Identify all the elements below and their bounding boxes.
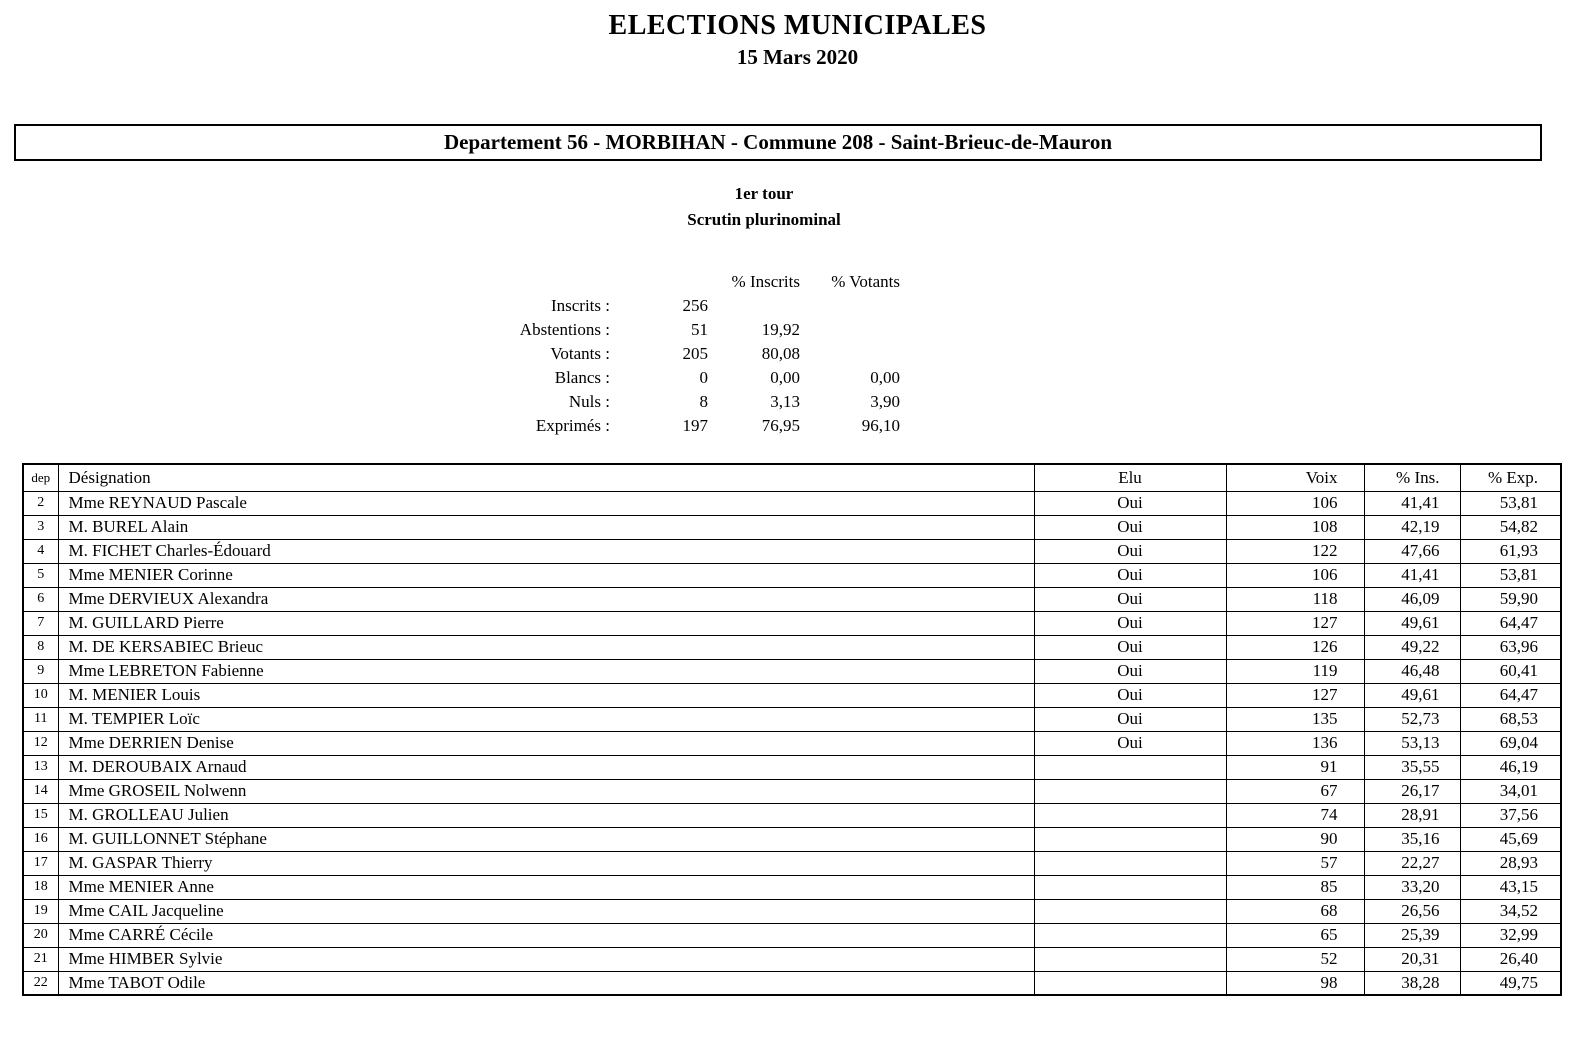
- pct-ins-cell: 26,17: [1364, 779, 1460, 803]
- header-voix: Voix: [1226, 464, 1364, 491]
- dep-cell: 9: [23, 659, 58, 683]
- pct-ins-cell: 26,56: [1364, 899, 1460, 923]
- stats-tbody: [0, 294, 900, 438]
- pct-exp-cell: 49,75: [1460, 971, 1561, 995]
- voix-cell: 122: [1226, 539, 1364, 563]
- elu-cell: Oui: [1034, 491, 1226, 515]
- dep-cell: 6: [23, 587, 58, 611]
- table-row: [23, 755, 1561, 779]
- pct-exp-cell: 46,19: [1460, 755, 1561, 779]
- elu-cell: [1034, 755, 1226, 779]
- elu-cell: [1034, 875, 1226, 899]
- table-row: [23, 587, 1561, 611]
- department-commune-banner: Departement 56 - MORBIHAN - Commune 208 - Saint-Brieuc-de-Mauron: [14, 124, 1542, 161]
- table-row: [23, 683, 1561, 707]
- pct-ins-cell: 41,41: [1364, 563, 1460, 587]
- elu-cell: Oui: [1034, 731, 1226, 755]
- stat-pct-votants: 96,10: [861, 416, 900, 435]
- results-header-row: [23, 464, 1561, 491]
- elu-cell: Oui: [1034, 611, 1226, 635]
- elu-cell: Oui: [1034, 683, 1226, 707]
- pct-exp-cell: 34,52: [1460, 899, 1561, 923]
- elu-cell: Oui: [1034, 515, 1226, 539]
- designation-cell: M. GASPAR Thierry: [58, 851, 1034, 875]
- table-row: [23, 515, 1561, 539]
- header-pct-exp: % Exp.: [1460, 464, 1561, 491]
- stat-label: Inscrits :: [550, 296, 610, 315]
- elu-cell: [1034, 947, 1226, 971]
- stats-row: [0, 414, 900, 438]
- page-title: ELECTIONS MUNICIPALES: [608, 10, 987, 41]
- ballot-type-label: Scrutin plurinominal: [687, 210, 841, 229]
- pct-exp-cell: 68,53: [1460, 707, 1561, 731]
- election-date: 15 Mars 2020: [736, 45, 859, 69]
- voix-cell: 57: [1226, 851, 1364, 875]
- dep-cell: 11: [23, 707, 58, 731]
- elu-cell: [1034, 851, 1226, 875]
- elu-cell: [1034, 899, 1226, 923]
- elu-cell: Oui: [1034, 659, 1226, 683]
- voix-cell: 90: [1226, 827, 1364, 851]
- voix-cell: 119: [1226, 659, 1364, 683]
- stat-pct-inscrits: 80,08: [761, 344, 800, 363]
- header-pct-ins: % Ins.: [1364, 464, 1460, 491]
- dep-cell: 20: [23, 923, 58, 947]
- table-row: [23, 971, 1561, 995]
- table-row: [23, 923, 1561, 947]
- designation-cell: M. GUILLARD Pierre: [58, 611, 1034, 635]
- stat-value: 8: [699, 392, 708, 411]
- stat-pct-votants: [800, 342, 900, 366]
- dep-cell: 18: [23, 875, 58, 899]
- pct-exp-cell: 45,69: [1460, 827, 1561, 851]
- stat-pct-inscrits: 19,92: [761, 320, 800, 339]
- voix-cell: 67: [1226, 779, 1364, 803]
- pct-exp-cell: 53,81: [1460, 491, 1561, 515]
- stats-header-row: [0, 270, 900, 294]
- designation-cell: M. DE KERSABIEC Brieuc: [58, 635, 1034, 659]
- stat-pct-inscrits: 76,95: [761, 416, 800, 435]
- pct-ins-cell: 49,61: [1364, 611, 1460, 635]
- stats-row: [0, 318, 900, 342]
- table-row: [23, 659, 1561, 683]
- pct-ins-cell: 33,20: [1364, 875, 1460, 899]
- pct-ins-cell: 42,19: [1364, 515, 1460, 539]
- voix-cell: 108: [1226, 515, 1364, 539]
- stat-label: Votants :: [550, 344, 610, 363]
- designation-cell: Mme LEBRETON Fabienne: [58, 659, 1034, 683]
- designation-cell: Mme MENIER Anne: [58, 875, 1034, 899]
- elu-cell: Oui: [1034, 539, 1226, 563]
- designation-cell: M. MENIER Louis: [58, 683, 1034, 707]
- voix-cell: 68: [1226, 899, 1364, 923]
- table-row: [23, 731, 1561, 755]
- pct-exp-cell: 59,90: [1460, 587, 1561, 611]
- dep-cell: 3: [23, 515, 58, 539]
- designation-cell: M. FICHET Charles-Édouard: [58, 539, 1034, 563]
- designation-cell: Mme TABOT Odile: [58, 971, 1034, 995]
- pct-ins-cell: 25,39: [1364, 923, 1460, 947]
- designation-cell: Mme DERVIEUX Alexandra: [58, 587, 1034, 611]
- pct-exp-cell: 43,15: [1460, 875, 1561, 899]
- elu-cell: Oui: [1034, 587, 1226, 611]
- pct-ins-cell: 35,55: [1364, 755, 1460, 779]
- voix-cell: 127: [1226, 611, 1364, 635]
- table-row: [23, 947, 1561, 971]
- voix-cell: 52: [1226, 947, 1364, 971]
- stats-header-spacer: [610, 270, 708, 294]
- stat-value: 205: [682, 344, 708, 363]
- voix-cell: 106: [1226, 563, 1364, 587]
- stat-label: Blancs :: [554, 368, 610, 387]
- designation-cell: Mme CARRÉ Cécile: [58, 923, 1034, 947]
- dep-cell: 14: [23, 779, 58, 803]
- pct-exp-cell: 37,56: [1460, 803, 1561, 827]
- designation-cell: Mme DERRIEN Denise: [58, 731, 1034, 755]
- voix-cell: 74: [1226, 803, 1364, 827]
- pct-exp-cell: 64,47: [1460, 611, 1561, 635]
- voix-cell: 126: [1226, 635, 1364, 659]
- pct-exp-cell: 34,01: [1460, 779, 1561, 803]
- table-row: [23, 779, 1561, 803]
- pct-exp-cell: 53,81: [1460, 563, 1561, 587]
- voix-cell: 98: [1226, 971, 1364, 995]
- dep-cell: 22: [23, 971, 58, 995]
- stats-row: [0, 294, 900, 318]
- voix-cell: 91: [1226, 755, 1364, 779]
- voix-cell: 106: [1226, 491, 1364, 515]
- dep-cell: 7: [23, 611, 58, 635]
- dep-cell: 21: [23, 947, 58, 971]
- stat-value: 0: [699, 368, 708, 387]
- table-row: [23, 875, 1561, 899]
- dep-cell: 10: [23, 683, 58, 707]
- designation-cell: Mme MENIER Corinne: [58, 563, 1034, 587]
- pct-exp-cell: 28,93: [1460, 851, 1561, 875]
- dep-cell: 4: [23, 539, 58, 563]
- elu-cell: Oui: [1034, 635, 1226, 659]
- pct-ins-cell: 52,73: [1364, 707, 1460, 731]
- pct-ins-cell: 38,28: [1364, 971, 1460, 995]
- designation-cell: M. TEMPIER Loïc: [58, 707, 1034, 731]
- results-table: [22, 463, 1562, 996]
- stat-label: Abstentions :: [519, 320, 610, 339]
- pct-exp-cell: 63,96: [1460, 635, 1561, 659]
- pct-exp-cell: 69,04: [1460, 731, 1561, 755]
- voix-cell: 127: [1226, 683, 1364, 707]
- voix-cell: 135: [1226, 707, 1364, 731]
- stat-value: 51: [691, 320, 708, 339]
- designation-cell: M. BUREL Alain: [58, 515, 1034, 539]
- elu-cell: [1034, 803, 1226, 827]
- stat-value: 197: [682, 416, 708, 435]
- elu-cell: [1034, 827, 1226, 851]
- dep-cell: 2: [23, 491, 58, 515]
- round-label: 1er tour: [734, 184, 794, 203]
- pct-ins-cell: 41,41: [1364, 491, 1460, 515]
- stats-row: [0, 366, 900, 390]
- elu-cell: Oui: [1034, 707, 1226, 731]
- pct-exp-cell: 64,47: [1460, 683, 1561, 707]
- stat-pct-inscrits: 3,13: [770, 392, 800, 411]
- table-row: [23, 563, 1561, 587]
- table-row: [23, 707, 1561, 731]
- elu-cell: [1034, 923, 1226, 947]
- stats-row: [0, 342, 900, 366]
- stats-row: [0, 390, 900, 414]
- designation-cell: M. DEROUBAIX Arnaud: [58, 755, 1034, 779]
- elu-cell: [1034, 779, 1226, 803]
- stat-label: Exprimés :: [535, 416, 610, 435]
- dep-cell: 15: [23, 803, 58, 827]
- table-row: [23, 851, 1561, 875]
- elu-cell: Oui: [1034, 563, 1226, 587]
- stat-pct-votants: 3,90: [870, 392, 900, 411]
- stat-value: 256: [682, 296, 708, 315]
- pct-ins-cell: 46,09: [1364, 587, 1460, 611]
- pct-ins-cell: 22,27: [1364, 851, 1460, 875]
- table-row: [23, 803, 1561, 827]
- designation-cell: M. GUILLONNET Stéphane: [58, 827, 1034, 851]
- dep-cell: 8: [23, 635, 58, 659]
- stats-header-pct-inscrits: % Inscrits: [731, 272, 800, 291]
- pct-ins-cell: 49,22: [1364, 635, 1460, 659]
- header-designation: Désignation: [58, 464, 1034, 491]
- designation-cell: Mme CAIL Jacqueline: [58, 899, 1034, 923]
- pct-exp-cell: 26,40: [1460, 947, 1561, 971]
- pct-exp-cell: 54,82: [1460, 515, 1561, 539]
- table-row: [23, 635, 1561, 659]
- header-dep: dep: [23, 464, 58, 491]
- voix-cell: 136: [1226, 731, 1364, 755]
- stats-header-spacer: [0, 270, 610, 294]
- stat-pct-inscrits: 0,00: [770, 368, 800, 387]
- header-elu: Elu: [1034, 464, 1226, 491]
- stats-header-pct-votants: % Votants: [831, 272, 900, 291]
- dep-cell: 16: [23, 827, 58, 851]
- designation-cell: Mme HIMBER Sylvie: [58, 947, 1034, 971]
- voix-cell: 118: [1226, 587, 1364, 611]
- pct-exp-cell: 61,93: [1460, 539, 1561, 563]
- results-tbody: [23, 491, 1561, 995]
- dep-cell: 12: [23, 731, 58, 755]
- table-row: [23, 539, 1561, 563]
- participation-stats-table: [0, 270, 900, 438]
- pct-ins-cell: 35,16: [1364, 827, 1460, 851]
- stat-pct-votants: 0,00: [870, 368, 900, 387]
- voix-cell: 65: [1226, 923, 1364, 947]
- stat-label: Nuls :: [568, 392, 610, 411]
- dep-cell: 5: [23, 563, 58, 587]
- pct-ins-cell: 49,61: [1364, 683, 1460, 707]
- dep-cell: 17: [23, 851, 58, 875]
- pct-ins-cell: 53,13: [1364, 731, 1460, 755]
- table-row: [23, 491, 1561, 515]
- table-row: [23, 611, 1561, 635]
- stat-pct-votants: [800, 294, 900, 318]
- elu-cell: [1034, 971, 1226, 995]
- table-row: [23, 827, 1561, 851]
- pct-exp-cell: 32,99: [1460, 923, 1561, 947]
- pct-exp-cell: 60,41: [1460, 659, 1561, 683]
- dep-cell: 13: [23, 755, 58, 779]
- designation-cell: M. GROLLEAU Julien: [58, 803, 1034, 827]
- voix-cell: 85: [1226, 875, 1364, 899]
- designation-cell: Mme REYNAUD Pascale: [58, 491, 1034, 515]
- pct-ins-cell: 47,66: [1364, 539, 1460, 563]
- pct-ins-cell: 20,31: [1364, 947, 1460, 971]
- pct-ins-cell: 28,91: [1364, 803, 1460, 827]
- designation-cell: Mme GROSEIL Nolwenn: [58, 779, 1034, 803]
- table-row: [23, 899, 1561, 923]
- stat-pct-votants: [800, 318, 900, 342]
- stat-pct-inscrits: [708, 294, 800, 318]
- dep-cell: 19: [23, 899, 58, 923]
- pct-ins-cell: 46,48: [1364, 659, 1460, 683]
